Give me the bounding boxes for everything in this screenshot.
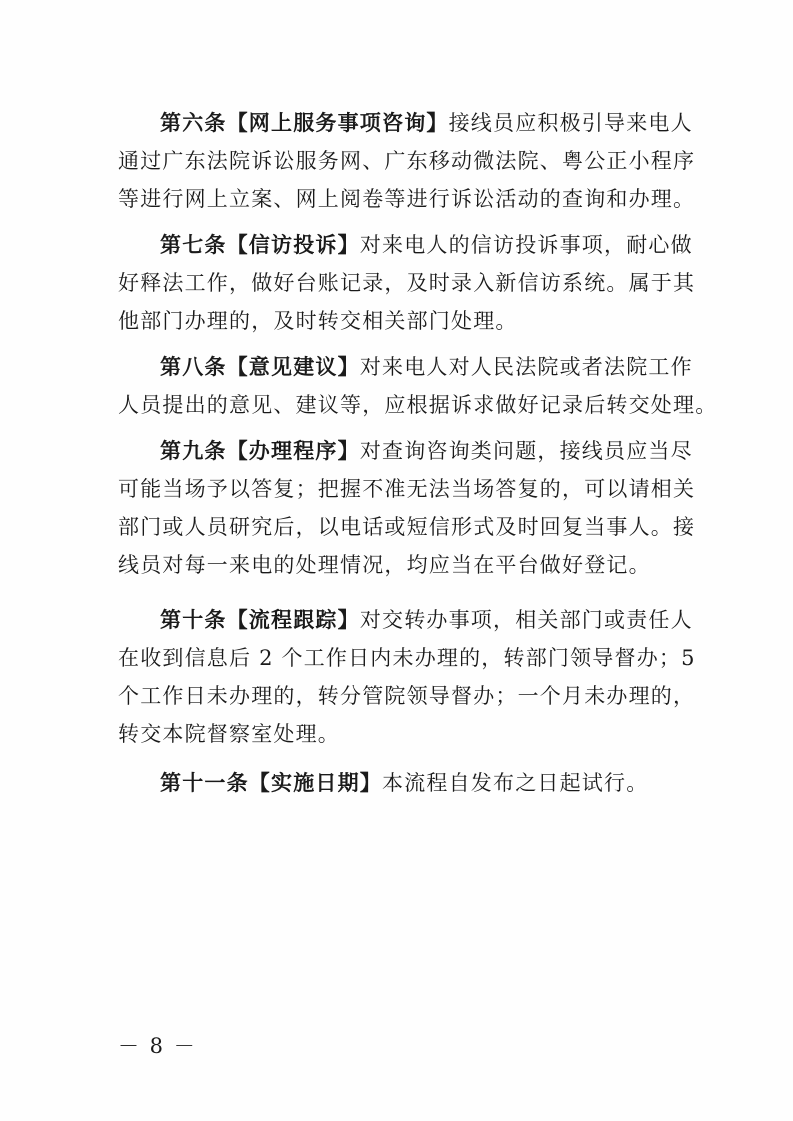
- article-heading: 第十条【流程跟踪】: [160, 608, 360, 632]
- article-line: [118, 432, 693, 470]
- article-line: 等进行网上立案、网上阅卷等进行诉讼活动的查询和办理。: [118, 187, 696, 211]
- article-line: [118, 601, 693, 639]
- article-line: 线员对每一来电的处理情况，均应当在平台做好登记。: [118, 553, 651, 577]
- article-line: 通过广东法院诉讼服务网、广东移动微法院、粤公正小程序: [118, 149, 696, 173]
- article-line: 他部门办理的，及时转交相关部门处理。: [118, 309, 518, 333]
- article-heading: 第七条【信访投诉】: [160, 233, 360, 257]
- article-11: [118, 764, 686, 802]
- article-text: 接线员应积极引导来电人: [448, 111, 693, 135]
- article-heading: 第九条【办理程序】: [160, 439, 360, 463]
- article-line: [118, 348, 693, 386]
- article-10: [118, 601, 696, 753]
- article-heading: 第六条【网上服务事项咨询】: [160, 111, 449, 135]
- article-line: 部门或人员研究后，以电话或短信形式及时回复当事人。接: [118, 515, 696, 539]
- article-7: [118, 226, 696, 340]
- article-text: 对交转办事项，相关部门或责任人: [359, 608, 693, 632]
- article-text: 对来电人的信访投诉事项，耐心做: [359, 233, 693, 257]
- article-line: [118, 104, 693, 142]
- article-line: 可能当场予以答复；把握不准无法当场答复的，可以请相关: [118, 477, 696, 501]
- article-line: 个工作日未办理的，转分管院领导督办；一个月未办理的，: [118, 684, 696, 708]
- article-9: [118, 432, 696, 584]
- article-heading: 第八条【意见建议】: [160, 355, 360, 379]
- article-8: [118, 348, 718, 424]
- page-number: － 8 －: [118, 1034, 197, 1058]
- article-line: 转交本院督察室处理。: [118, 722, 340, 746]
- article-line: 好释法工作，做好台账记录，及时录入新信访系统。属于其: [118, 271, 696, 295]
- article-line: [118, 226, 693, 264]
- article-line: 人员提出的意见、建议等，应根据诉求做好记录后转交处理。: [118, 393, 718, 417]
- article-6: [118, 104, 696, 218]
- article-text: 对来电人对人民法院或者法院工作: [359, 355, 693, 379]
- article-heading: 第十一条【实施日期】: [160, 771, 382, 795]
- article-text: 对查询咨询类问题，接线员应当尽: [359, 439, 693, 463]
- article-text: 本流程自发布之日起试行。: [382, 771, 649, 795]
- article-line: 在收到信息后 2 个工作日内未办理的，转部门领导督办；5: [118, 646, 696, 670]
- article-line: [118, 764, 686, 802]
